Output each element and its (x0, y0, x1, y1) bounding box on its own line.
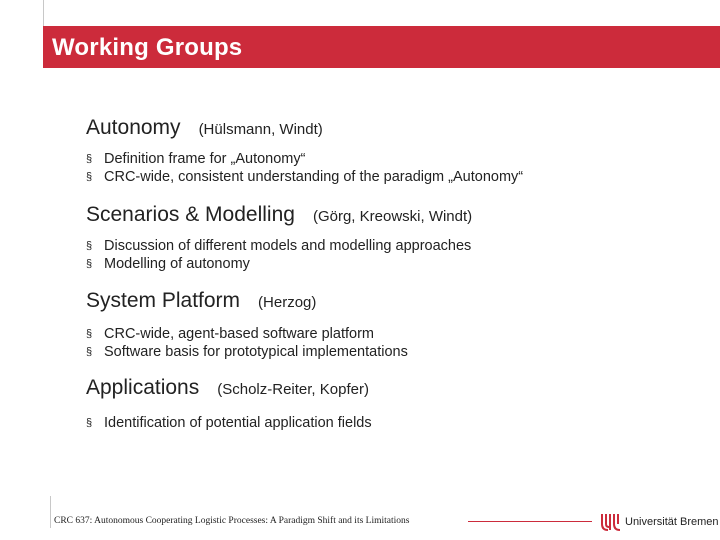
bullet-icon: § (86, 258, 93, 270)
section-people: (Herzog) (258, 294, 317, 311)
bullet-icon: § (86, 346, 93, 358)
section-applications (86, 376, 686, 432)
footer-text: CRC 637: Autonomous Cooperating Logistic Processes: A Paradigm Shift and its Limitations (54, 516, 410, 526)
section-heading (86, 203, 686, 227)
bullet-icon: § (86, 328, 93, 340)
list-item: § Modelling of autonomy (86, 256, 250, 272)
section-people: (Hülsmann, Windt) (198, 121, 323, 138)
list-item: § Software basis for prototypical implementations (86, 344, 408, 360)
bullet-icon: § (86, 417, 93, 429)
section-system-platform (86, 289, 686, 361)
list-item: § CRC-wide, agent-based software platform (86, 326, 374, 342)
list-item: § Discussion of different models and modelling approaches (86, 238, 472, 254)
top-divider-line (43, 0, 44, 26)
bullet-list (86, 414, 686, 432)
section-heading (86, 116, 686, 140)
section-autonomy (86, 116, 686, 186)
university-bremen-logo-icon (600, 512, 622, 532)
section-heading (86, 376, 686, 400)
section-heading (86, 289, 686, 313)
slide-title: Working Groups (52, 34, 243, 61)
bullet-list (86, 237, 686, 273)
university-name: Universität Bremen (625, 516, 719, 528)
bullet-icon: § (86, 153, 93, 165)
section-title: Scenarios & Modelling (86, 203, 295, 226)
section-title: System Platform (86, 289, 241, 312)
list-item: § Definition frame for „Autonomy“ (86, 151, 306, 167)
list-item: § Identification of potential application fields (86, 415, 372, 431)
bullet-list (86, 150, 686, 186)
footer-accent-line (468, 521, 592, 522)
section-scenarios-modelling (86, 203, 686, 273)
bullet-icon: § (86, 240, 93, 252)
footer-divider-line (50, 496, 51, 528)
list-item: § CRC-wide, consistent understanding of the paradigm „Autonomy“ (86, 169, 524, 185)
section-people: (Scholz-Reiter, Kopfer) (217, 381, 369, 398)
section-people: (Görg, Kreowski, Windt) (312, 208, 473, 225)
bullet-list (86, 325, 686, 361)
section-title: Autonomy (86, 116, 181, 139)
section-title: Applications (86, 376, 200, 399)
bullet-icon: § (86, 171, 93, 183)
